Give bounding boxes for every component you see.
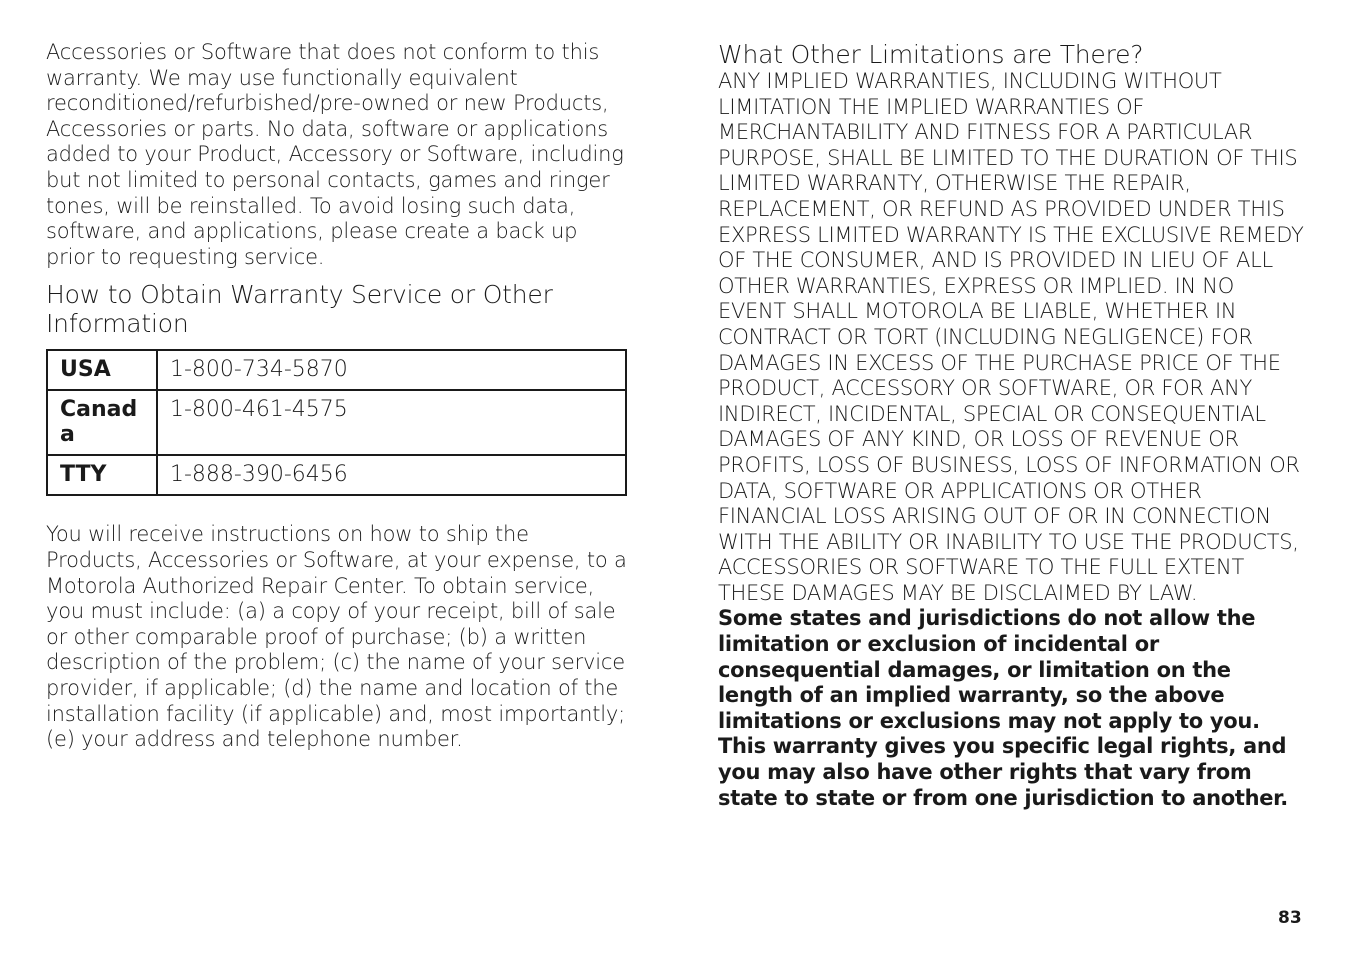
table-row	[47, 390, 626, 455]
intro-paragraph: Accessories or Software that does not conform to this warranty. We may use functionally equivalent reconditioned/refurbished/pre-owned or new Products, Accessories or parts. No data, software or applications added to your Product, Accessory or Software, including but not limited to personal contacts, games and ringer tones, will be reinstalled. To avoid losing such data, software, and applications, please create a back up prior to requesting service.	[46, 40, 624, 269]
region-cell: TTY	[47, 455, 157, 495]
jurisdiction-notice-paragraph: Some states and jurisdictions do not allow the limitation or exclusion of incidental or consequential damages, or limitation on the length of an implied warranty, so the above limitations or exclusions may not apply to you. This warranty gives you specific legal rights, and you may also have other rights that vary from state to state or from one jurisdiction to another.	[718, 606, 1288, 810]
warranty-service-heading: How to Obtain Warranty Service or Other Information	[46, 280, 553, 339]
phone-cell: 1-888-390-6456	[157, 455, 626, 495]
shipping-paragraph: You will receive instructions on how to ship the Products, Accessories or Software, at your expense, to a Motorola Authorized Repair Center. To obtain service, you must include: (a) a copy of your receipt, bill of sale or other comparable proof of purchase; (b) a written description of the problem; (c) the name of your service provider, if applicable; (d) the name and location of the installation facility (if applicable) and, most importantly; (e) your address and telephone number.	[46, 522, 627, 752]
limitations-heading: What Other Limitations are There?	[718, 40, 1144, 69]
page-number: 83	[1278, 908, 1302, 928]
region-cell: USA	[47, 350, 157, 390]
right-column	[718, 40, 1308, 811]
left-column	[46, 40, 628, 753]
table-row	[47, 350, 626, 390]
region-cell: Canada	[47, 390, 157, 455]
implied-warranties-paragraph: ANY IMPLIED WARRANTIES, INCLUDING WITHOUT LIMITATION THE IMPLIED WARRANTIES OF MERCHANTABILITY AND FITNESS FOR A PARTICULAR PURPOSE, SHALL BE LIMITED TO THE DURATION OF THIS LIMITED WARRANTY, OTHERWISE THE REPAIR, REPLACEMENT, OR REFUND AS PROVIDED UNDER THIS EXPRESS LIMITED WARRANTY IS THE EXCLUSIVE REMEDY OF THE CONSUMER, AND IS PROVIDED IN LIEU OF ALL OTHER WARRANTIES, EXPRESS OR IMPLIED. IN NO EVENT SHALL MOTOROLA BE LIABLE, WHETHER IN CONTRACT OR TORT (INCLUDING NEGLIGENCE) FOR DAMAGES IN EXCESS OF THE PURCHASE PRICE OF THE PRODUCT, ACCESSORY OR SOFTWARE, OR FOR ANY INDIRECT, INCIDENTAL, SPECIAL OR CONSEQUENTIAL DAMAGES OF ANY KIND, OR LOSS OF REVENUE OR PROFITS, LOSS OF BUSINESS, LOSS OF INFORMATION OR DATA, SOFTWARE OR APPLICATIONS OR OTHER FINANCIAL LOSS ARISING OUT OF OR IN CONNECTION WITH THE ABILITY OR INABILITY TO USE THE PRODUCTS, ACCESSORIES OR SOFTWARE TO THE FULL EXTENT THESE DAMAGES MAY BE DISCLAIMED BY LAW.	[718, 69, 1304, 605]
phone-cell: 1-800-461-4575	[157, 390, 626, 455]
phone-cell: 1-800-734-5870	[157, 350, 626, 390]
table-row	[47, 455, 626, 495]
contact-table	[46, 349, 627, 496]
